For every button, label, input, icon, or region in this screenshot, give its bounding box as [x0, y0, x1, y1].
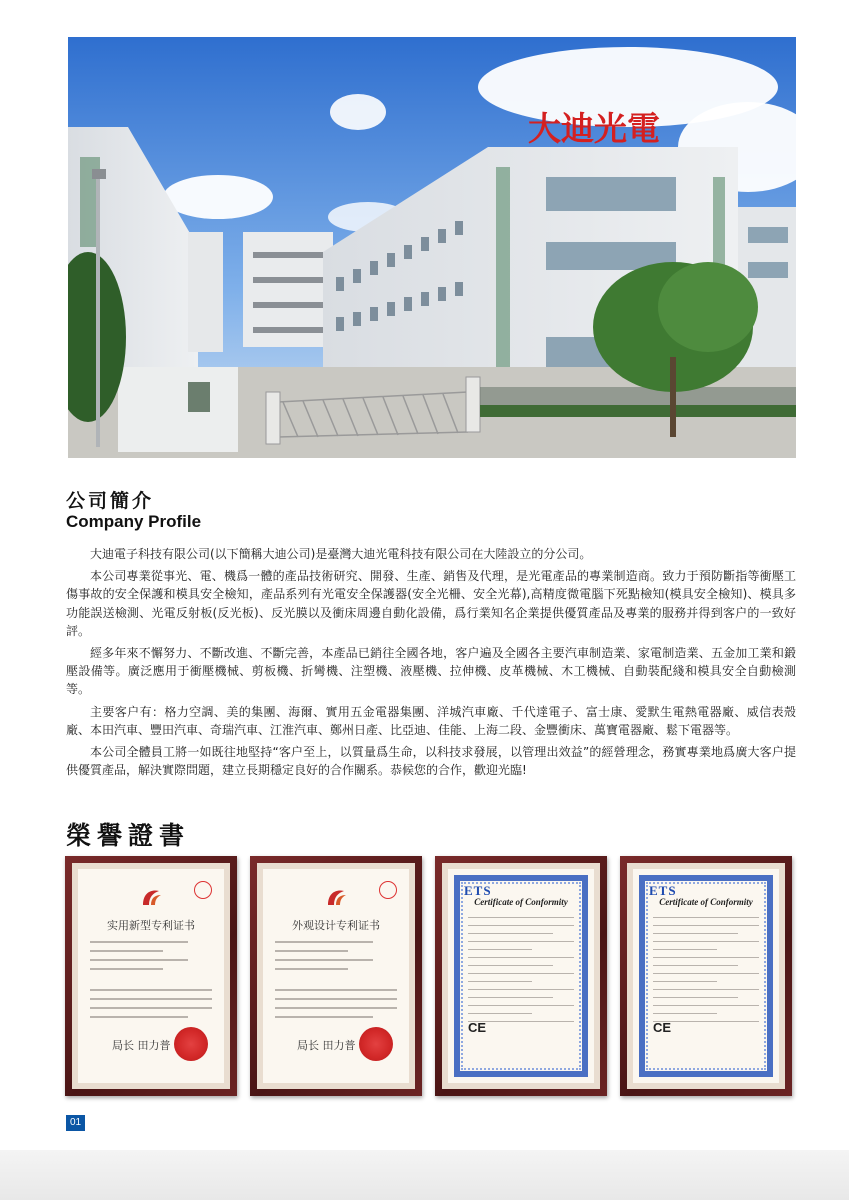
profile-body: [66, 545, 796, 783]
stamp-icon: [194, 881, 212, 899]
profile-heading-en: Company Profile: [66, 512, 202, 531]
page-number: 01: [66, 1115, 85, 1131]
building-sign-text: 大迪光電: [528, 109, 660, 148]
profile-paragraph: 大迪電子科技有限公司(以下簡稱大迪公司)是臺灣大迪光電科技有限公司在大陸設立的分公司。: [90, 547, 592, 561]
certificate-title: 外观设计专利证书: [292, 919, 380, 932]
patent-certificate-1: [65, 856, 237, 1096]
profile-paragraph: 主要客户有：格力空調、美的集團、海爾、實用五金電器集團、洋城汽車廠、千代達電子、富士康、愛默生電熱電器廠、威信表殼廠、本田汽車、豐田汽車、奇瑞汽車、江淮汽車、鄭州日產、比亞迪、佳能、上海二段、金豐衝床、萬寶電器廠、鬆下電器等。: [66, 704, 796, 737]
certificate-title: Certificate of Conformity: [659, 897, 753, 907]
patent-office-logo-icon: [139, 887, 163, 907]
ce-mark: CE: [468, 1020, 487, 1035]
honors-heading: 榮譽證書: [66, 821, 191, 850]
certificate-signature: 局长 田力普: [112, 1039, 171, 1052]
stamp-icon: [379, 881, 397, 899]
profile-paragraph: 本公司專業從事光、電、機爲一體的產品技術研究、開發、生產、銷售及代理，是光電產品的專業制造商。致力于預防斷指等衝壓工傷事故的安全保護和模具安全檢知，產品系列有光電安全保護器(安全光柵、安全光幕),高精度微電腦下死點檢知(模具安全檢知)、模具多功能誤送檢測、光電反射板(反光板)、反光膜以及衝床周邊自動化設備，爲行業知名企業提供優質產品及專業的服務并得到客户的一致好評。: [66, 569, 796, 638]
certificate-title: Certificate of Conformity: [474, 897, 568, 907]
ce-mark: CE: [653, 1020, 672, 1035]
profile-paragraph: 本公司全體員工將一如既往地堅持“客户至上，以質量爲生命，以科技求發展，以管理出效益”的經營理念，務實專業地爲廣大客户提供優質產品，解決實際問題，建立長期穩定良好的合作關系。恭候您的合作，歡迎光臨!: [66, 745, 796, 778]
certificate-signature: 局长 田力普: [297, 1039, 356, 1052]
official-seal-icon: [174, 1027, 208, 1061]
page-edge: [0, 1150, 849, 1200]
ets-certificate-2: [620, 856, 792, 1096]
ets-logo: ETS: [649, 883, 677, 898]
profile-heading-zh: 公司簡介: [66, 490, 155, 512]
patent-office-logo-icon: [324, 887, 348, 907]
profile-paragraph: 經多年來不懈努力、不斷改進、不斷完善，本產品已銷往全國各地，客户遍及全國各主要汽車制造業、家電制造業、五金加工業和鍛壓設備等。廣泛應用于衝壓機械、剪板機、折彎機、注塑機、液壓機、拉伸機、皮革機械、木工機械、自動裝配綫和模具安全自動檢測等。: [66, 646, 796, 697]
patent-certificate-2: [250, 856, 422, 1096]
ets-certificate-1: [435, 856, 607, 1096]
company-building-photo: [68, 37, 796, 458]
ets-logo: ETS: [464, 883, 492, 898]
certificate-title: 实用新型专利证书: [107, 919, 195, 932]
official-seal-icon: [359, 1027, 393, 1061]
